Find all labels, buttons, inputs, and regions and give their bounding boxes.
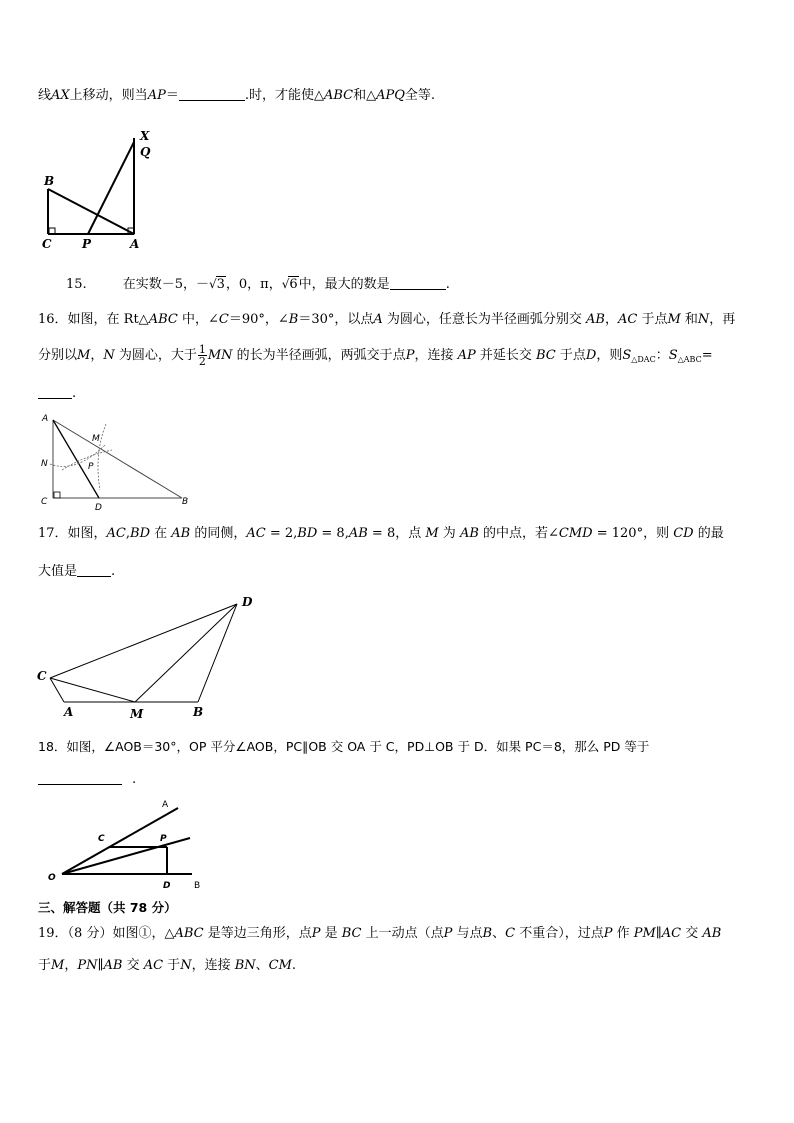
q18-answer-blank[interactable]	[38, 770, 122, 785]
q17-label-m: M	[130, 707, 144, 721]
q16-area-symbol: S	[622, 348, 632, 363]
q16-label-a: A	[42, 414, 49, 424]
q17-var: M	[425, 526, 439, 541]
q15-line: 15. 在实数－5，－√3，0，π，√6中，最大的数是 .	[66, 277, 450, 292]
q16-text: 为圆心，大于	[114, 348, 197, 363]
q14-var: APQ	[376, 88, 405, 103]
q15-number: 15.	[66, 277, 87, 292]
q16-text: ，再	[709, 312, 736, 327]
q17-segment-md	[135, 604, 237, 702]
q19-text: 不重合），过点	[515, 926, 604, 941]
q19-var: CM	[268, 958, 292, 973]
q17-var: CD	[673, 526, 694, 541]
q16-label-c: C	[41, 497, 48, 507]
q16-answer-blank[interactable]	[38, 384, 72, 399]
q14-label-q: Q	[140, 145, 151, 159]
q16-var: AB	[586, 312, 605, 327]
q16-var: BC	[535, 348, 556, 363]
q14-label-c: C	[42, 237, 52, 251]
section-title: 三、解答题（共 78 分）	[38, 900, 177, 915]
q19-text: ，连接	[191, 958, 235, 973]
q17-var: AC	[246, 526, 266, 541]
q19-var: N	[180, 958, 192, 973]
q16-text: ，则	[596, 348, 623, 363]
q19-line-1	[38, 924, 721, 944]
q16-text: 于点	[637, 312, 668, 327]
q15-answer-blank[interactable]	[390, 275, 446, 290]
q16-text: 于点	[555, 348, 586, 363]
q16-area-symbol: S	[668, 348, 678, 363]
q15-text: 在实数－5，－	[122, 277, 209, 292]
q17-label-b: B	[193, 705, 204, 719]
q14-segment-pq	[88, 142, 134, 234]
q17-text: 的同侧，	[190, 526, 247, 541]
q16-label-p: P	[88, 462, 94, 472]
q17-var: CMD	[558, 526, 593, 541]
q16-var: A	[373, 312, 383, 327]
q16-text: .	[72, 386, 77, 401]
q19-var: BC	[341, 926, 362, 941]
q18-label-p: P	[160, 834, 167, 844]
q14-label-p: P	[82, 237, 92, 251]
q19-text: .	[291, 958, 297, 973]
q19-var: P	[443, 926, 453, 941]
q17-text: 为	[438, 526, 460, 541]
q19-text: ∥	[97, 958, 104, 973]
q14-var: ABC	[323, 88, 354, 103]
q16-label-m: M	[92, 434, 100, 444]
q16-var: MN	[207, 348, 233, 363]
q17-var: AB	[348, 526, 368, 541]
q16-label-b: B	[182, 497, 189, 507]
q18-ray-op	[62, 838, 190, 874]
q19-var: BN	[234, 958, 256, 973]
q19-text: 交	[122, 958, 144, 973]
q19-text: 作	[612, 926, 634, 941]
q17-segment-cm	[50, 678, 135, 702]
q16-var: B	[288, 312, 299, 327]
q17-text: ，点	[395, 526, 426, 541]
q19-text: 、	[255, 958, 269, 973]
q17-line-1	[38, 524, 724, 544]
q18-label-d: D	[163, 881, 171, 891]
q18-label-c: C	[98, 834, 105, 844]
q16-text: 中，∠	[177, 312, 219, 327]
q16-var: ABC	[148, 312, 178, 327]
q17-segment-cd	[50, 604, 237, 678]
q16-var: M	[667, 312, 681, 327]
q18-text: .	[132, 772, 137, 787]
q19-text: 是等边三角形，点	[203, 926, 312, 941]
q19-var: AC	[143, 958, 164, 973]
q19-var: P	[603, 926, 613, 941]
q17-label-d: D	[242, 595, 253, 609]
q17-var: BD	[130, 526, 151, 541]
q16-arc-m	[62, 450, 112, 470]
q15-radicand: 3	[216, 277, 225, 292]
q17-var: AB	[459, 526, 479, 541]
q16-segment-ad	[53, 420, 99, 498]
q19-var: M	[51, 958, 65, 973]
q14-text: ＝	[165, 88, 179, 103]
q14-answer-blank[interactable]	[179, 86, 245, 101]
q16-text: =	[701, 348, 713, 363]
q19-text: ，	[64, 958, 78, 973]
q19-var: AC	[661, 926, 682, 941]
q16-line-1	[38, 310, 735, 330]
q16-figure	[36, 410, 196, 512]
q19-text: 与点	[452, 926, 483, 941]
q16-text: ＝90°，∠	[228, 312, 289, 327]
q18-figure	[40, 796, 220, 892]
q19-var: PM	[633, 926, 656, 941]
q14-text: .时，才能使△	[244, 88, 324, 103]
q16-var: AC	[617, 312, 638, 327]
q14-line	[38, 86, 435, 106]
q16-line-2	[38, 344, 713, 370]
q19-text: 是	[320, 926, 342, 941]
q15-text: .	[445, 277, 450, 292]
q19-text: 于	[163, 958, 181, 973]
q17-figure	[34, 592, 264, 722]
q17-segment-bd	[198, 604, 237, 702]
q17-label-c: C	[37, 669, 47, 683]
q19-var: P	[311, 926, 321, 941]
q17-text: ,	[125, 526, 131, 541]
q16-var: P	[405, 348, 415, 363]
q19-text: 19．（8 分）如图①，△	[38, 926, 175, 941]
q19-var: PN	[77, 958, 98, 973]
q14-label-a: A	[130, 237, 140, 251]
q17-answer-blank[interactable]	[77, 562, 111, 577]
q16-right-angle-c	[54, 492, 60, 498]
q19-text: 交	[681, 926, 703, 941]
q14-figure	[36, 126, 166, 252]
q17-text: 的最	[693, 526, 724, 541]
q16-text: 为圆心，任意长为半径画弧分别交	[382, 312, 587, 327]
q17-var: AB	[171, 526, 191, 541]
q17-text: = 8	[367, 526, 396, 541]
q15-text: 中，最大的数是	[298, 277, 390, 292]
q19-text: 上一动点（点	[361, 926, 444, 941]
q16-label-n: N	[41, 459, 48, 469]
q14-var: AP	[147, 88, 166, 103]
q16-var: D	[585, 348, 597, 363]
q18-label-b: B	[194, 881, 201, 891]
q16-text: ，	[90, 348, 104, 363]
q16-var: AP	[457, 348, 476, 363]
q16-var: C	[218, 312, 229, 327]
q17-line-2	[38, 562, 115, 582]
q17-text: 大值是	[38, 564, 78, 579]
q14-text: 和△	[353, 88, 377, 103]
q17-var: BD	[297, 526, 318, 541]
q17-text: 的中点，若∠	[478, 526, 559, 541]
q16-area-sub: △ABC	[677, 355, 702, 364]
q19-var: B	[482, 926, 493, 941]
q19-line-2	[38, 956, 296, 976]
q15-text: ，0，π，	[225, 277, 282, 292]
q14-text: 全等.	[404, 88, 436, 103]
section-header	[38, 898, 177, 918]
q16-text: 的长为半径画弧，两弧交于点	[232, 348, 406, 363]
q19-var: C	[505, 926, 516, 941]
q17-text: 17．如图，	[38, 526, 107, 541]
q16-var: N	[697, 312, 710, 327]
q16-text: ＝30°，以点	[298, 312, 374, 327]
q19-text: 于	[38, 958, 52, 973]
q16-segment-ab	[53, 420, 182, 498]
q19-var: AB	[702, 926, 722, 941]
q14-text: 上移动，则当	[69, 88, 148, 103]
q16-fraction	[198, 344, 207, 367]
q16-text: 并延长交	[475, 348, 536, 363]
q18-label-a: A	[162, 800, 169, 810]
q18-text: 18．如图，∠AOB＝30°，OP 平分∠AOB，PC∥OB 交 OA 于 C，PD⊥OB 于 D．如果 PC＝8，那么 PD 等于	[38, 739, 650, 754]
q19-text: 、	[492, 926, 506, 941]
q17-var: AC	[106, 526, 126, 541]
q17-text: 在	[150, 526, 172, 541]
q18-line-2	[38, 770, 136, 790]
q19-text: ∥	[655, 926, 662, 941]
q16-var: M	[77, 348, 91, 363]
q19-var: AB	[103, 958, 123, 973]
q15-radicand: 6	[289, 277, 298, 292]
q14-label-x: X	[140, 129, 150, 143]
q14-text: 线	[38, 88, 52, 103]
q16-text: 分别以	[38, 348, 78, 363]
q14-label-b: B	[44, 174, 55, 188]
q17-text: = 8,	[317, 526, 349, 541]
q16-area-sub: △DAC	[631, 355, 656, 364]
q16-text: ，	[604, 312, 618, 327]
q17-text: = 2,	[265, 526, 298, 541]
q19-var: ABC	[174, 926, 204, 941]
q14-var: AX	[51, 88, 70, 103]
q16-fraction-num: 1	[198, 343, 206, 356]
q18-label-o: O	[48, 873, 56, 883]
q16-var: N	[103, 348, 115, 363]
q16-text: ，连接	[414, 348, 458, 363]
q18-line-1	[38, 737, 649, 757]
q16-text: ：	[655, 348, 669, 363]
q16-fraction-den: 2	[198, 355, 206, 368]
q16-label-d: D	[95, 503, 102, 513]
q16-line-3	[38, 384, 76, 404]
q17-label-a: A	[64, 705, 74, 719]
q17-text: = 120°，则	[592, 526, 674, 541]
q16-text: 16．如图，在 Rt△	[38, 312, 149, 327]
q16-text: 和	[680, 312, 698, 327]
q17-text: .	[111, 564, 116, 579]
